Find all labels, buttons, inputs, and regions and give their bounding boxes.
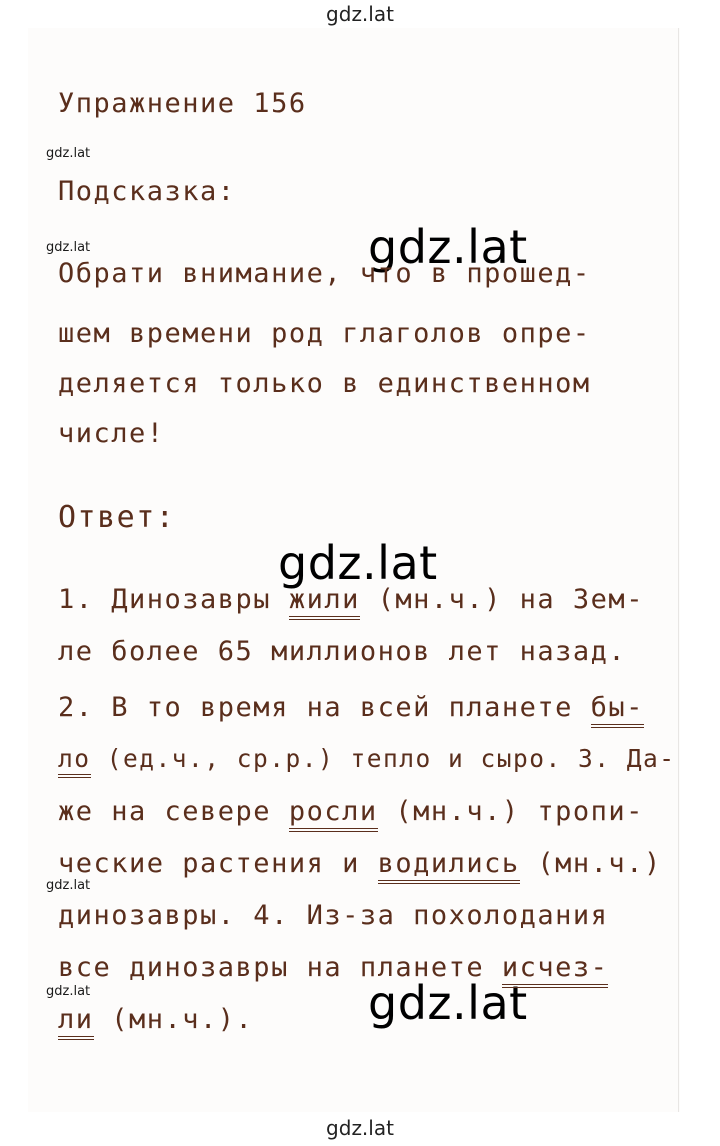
answer-line	[58, 584, 644, 615]
page-edge	[678, 28, 679, 1112]
hint-line: числе!	[58, 418, 165, 449]
underlined-verb: ло	[58, 744, 91, 778]
answer-line	[58, 1004, 253, 1035]
answer-label: Ответ:	[58, 500, 176, 535]
watermark-small: gdz.lat	[46, 984, 91, 999]
answer-text: 2. В то время на всей планете	[58, 692, 591, 723]
answer-text: (мн.ч.)	[519, 848, 662, 879]
answer-text: (ед.ч., ср.р.) тепло и сыро. 3. Да-	[90, 744, 676, 773]
answer-text: (мн.ч.).	[93, 1004, 254, 1035]
underlined-verb: жили	[289, 584, 360, 620]
answer-text: все динозавры на планете	[58, 952, 502, 983]
answer-line	[58, 796, 644, 827]
answer-text: же на севере	[58, 796, 289, 827]
underlined-verb: водились	[378, 848, 520, 884]
watermark-small: gdz.lat	[46, 878, 91, 893]
watermark-bottom: gdz.lat	[326, 1116, 394, 1140]
underlined-verb: исчез-	[502, 952, 609, 988]
answer-line	[58, 848, 662, 879]
answer-line: динозавры. 4. Из-за похолодания	[58, 900, 609, 931]
exercise-title: Упражнение 156	[58, 88, 307, 119]
hint-label: Подсказка:	[58, 176, 236, 207]
underlined-verb: росли	[289, 796, 378, 832]
hint-line: шем времени род глаголов опре-	[58, 318, 591, 349]
watermark-top: gdz.lat	[326, 2, 394, 26]
answer-text: ческие растения и	[58, 848, 378, 879]
answer-line	[58, 744, 676, 773]
answer-text: (мн.ч.) на Зем-	[359, 584, 644, 615]
answer-text: 1. Динозавры	[58, 584, 289, 615]
watermark-large: gdz.lat	[368, 220, 528, 274]
watermark-large: gdz.lat	[278, 536, 438, 590]
answer-text: (мн.ч.) тропи-	[377, 796, 644, 827]
answer-line: ле более 65 миллионов лет назад.	[58, 636, 627, 667]
watermark-small: gdz.lat	[46, 146, 91, 161]
answer-line	[58, 692, 644, 723]
underlined-verb: бы-	[591, 692, 644, 728]
watermark-large: gdz.lat	[368, 976, 528, 1030]
underlined-verb: ли	[58, 1004, 94, 1040]
answer-line	[58, 952, 608, 983]
hint-line: деляется только в единственном	[58, 368, 591, 399]
watermark-small: gdz.lat	[46, 240, 91, 255]
hint-line: Обрати внимание, что в прошед-	[58, 258, 591, 289]
